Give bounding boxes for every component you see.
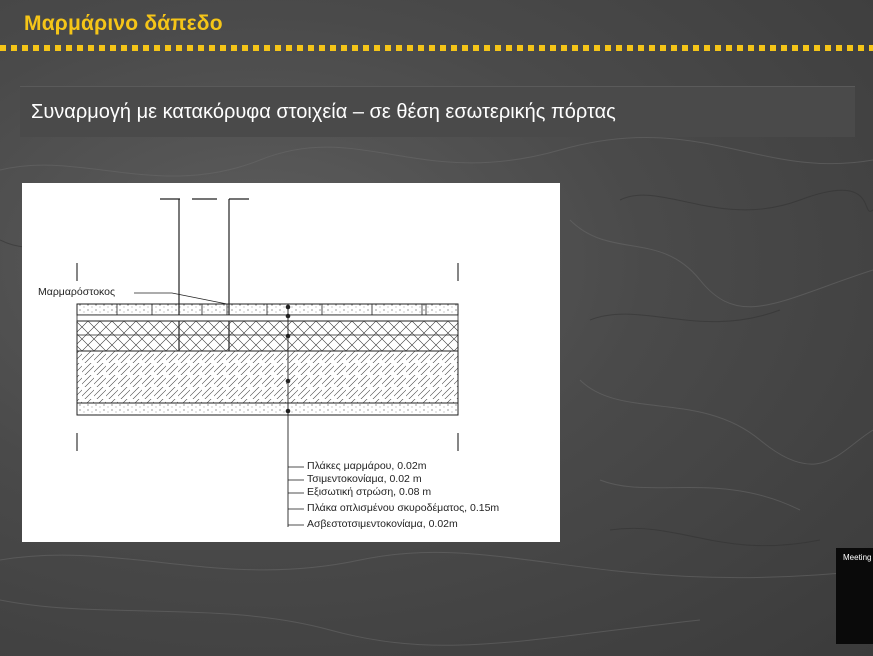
layer-label-concrete-slab: Πλάκα οπλισμένου σκυροδέματος, 0.15m	[307, 502, 500, 514]
meeting-label: Meeting	[843, 553, 872, 562]
layer-label-marble: Πλάκες μαρμάρου, 0.02m	[307, 460, 427, 472]
slide-subtitle: Συναρμογή με κατακόρυφα στοιχεία – σε θέση εσωτερικής πόρτας	[31, 101, 616, 123]
floor-section-drawing	[22, 183, 560, 542]
layer-label-plaster: Ασβεστοτσιμεντοκονίαμα, 0.02m	[307, 518, 458, 530]
meeting-overlay-panel[interactable]	[836, 548, 873, 644]
section-diagram	[22, 183, 560, 542]
layer-label-cement-mortar: Τσιμεντοκονίαμα, 0.02 m	[307, 473, 422, 485]
subtitle-bar	[20, 86, 855, 137]
slide-title: Μαρμάρινο δάπεδο	[24, 12, 223, 35]
title-divider	[0, 45, 873, 51]
layer-label-levelling: Εξισωτική στρώση, 0.08 m	[307, 486, 432, 498]
marble-skirting-label: Μαρμαρόστοκος	[38, 286, 116, 298]
